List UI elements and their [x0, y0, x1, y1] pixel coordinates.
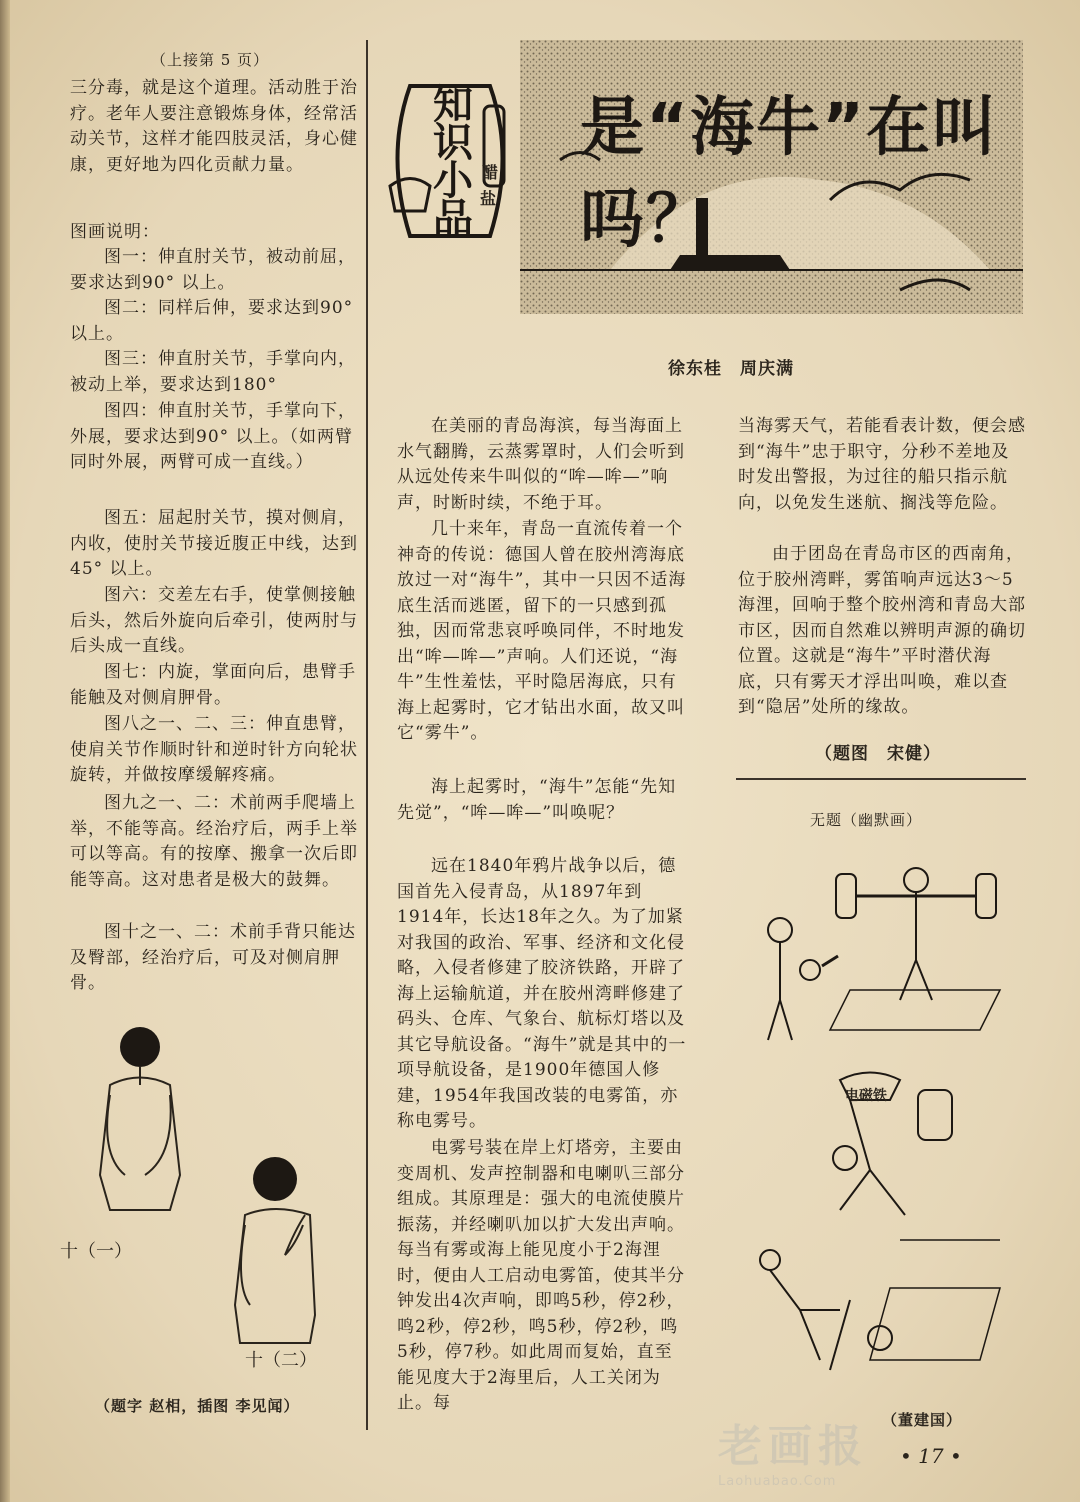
legend-item: 图六：交差左右手，使掌侧接触后头，然后外旋向后牵引，使两肘与后头成一直线。 [70, 585, 358, 656]
cartoon-title: 无题（幽默画） [810, 811, 923, 829]
article-authors: 徐东桂 周庆满 [668, 359, 794, 379]
exercise-figure-10-1 [70, 1025, 210, 1215]
cartoon-sign-text: 电磁铁 [845, 1088, 887, 1104]
watermark-en: Laohuabao.Com [718, 1474, 837, 1489]
badge-label-vinegar: 醋 [482, 163, 499, 182]
site-watermark [718, 1410, 898, 1489]
legend-item: 图八之一、二、三：伸直患臂，使肩关节作顺时针和逆时针方向轮状旋转，并做按摩缓解疼痛。 [70, 714, 358, 785]
column-divider [366, 40, 368, 1430]
legend-item: 图十之一、二：术前手背只能达及臀部，经治疗后，可及对侧肩胛骨。 [70, 922, 356, 993]
article-paragraph: 由于团岛在青岛市区的西南角，位于胶州湾畔，雾笛响声远达3～5海浬，回响于整个胶州湾和青岛大部市区，因而自然难以辨明声源的确切位置。这就是“海牛”平时潜伏海底，只有雾天才浮出叫唤，难以查到“隐居”处所的缘故。 [738, 544, 1026, 717]
exercise-figure-10-2 [225, 1155, 335, 1345]
article-paragraph: 几十来年，青岛一直流传着一个神奇的传说：德国人曾在胶州湾海底放过一对“海牛”，其中一只因不适海底生活而逃匿，留下的一只感到孤独，因而常悲哀呼唤同伴，不时地发出“哞—哞—”声响。人们还说，“海牛”生性羞怯，平时隐居海底，只有海上起雾时，它才钻出水面，故又叫它“雾牛”。 [397, 519, 687, 743]
article-paragraph: 当海雾天气，若能看表计数，便会感到“海牛”忠于职守，分秒不差地及时发出警报，为过往的船只指示航向，以免发生迷航、搁浅等危险。 [738, 416, 1026, 513]
article-credit: （题图 宋健） [815, 744, 941, 764]
article-paragraph: 远在1840年鸦片战争以后，德国首先入侵青岛，从1897年到1914年，长达18年之久。为了加紧对我国的政治、军事、经济和文化侵略，入侵者修建了胶济铁路，开辟了海上运输航道，并在胶州湾畔修建了码头、仓库、气象台、航标灯塔以及其它导航设备。“海牛”就是其中的一项导航设备，是1900年德国人修建，1954年我国改装的电雾笛，亦称电雾号。 [397, 856, 687, 1131]
article-title: 是“海牛”在叫吗？ [580, 91, 999, 257]
legend-item: 图九之一、二：术前两手爬墙上举，不能等高。经治疗后，两手上举可以等高。有的按摩、搬拿一次后即能等高。这对患者是极大的鼓舞。 [70, 793, 358, 890]
left-paragraph: 三分毒，就是这个道理。活动胜于治疗。老年人要注意锻炼身体，经常活动关节，这样才能四肢灵活，身心健康，更好地为四化贡献力量。 [70, 78, 358, 175]
figure-label-10-2: 十（二） [245, 1350, 317, 1371]
page-number-value: 17 [918, 1444, 944, 1468]
legend-item: 图四：伸直肘关节，手掌向下，外展，要求达到90° 以上。（如两臂同时外展，两臂可成一直线。） [70, 401, 356, 472]
title-banner [520, 40, 1023, 314]
legend-heading: 图画说明： [70, 222, 160, 242]
article-paragraph: 电雾号装在岸上灯塔旁，主要由变周机、发声控制器和电喇叭三部分组成。其原理是：强大的电流使膜片振荡，并经喇叭加以扩大发出声响。每当有雾或海上能见度小于2海浬时，便由人工启动电雾笛，使其半分钟发出4次声响，即鸣5秒，停2秒，鸣2秒，停2秒，鸣5秒，停2秒，鸣5秒，停7秒。如此周而复始，直至能见度大于2海里后，人工关闭为止。每 [397, 1138, 685, 1413]
continued-note: （上接第 5 页） [150, 51, 270, 69]
cartoon-credit: （董建国） [882, 1411, 963, 1429]
humor-cartoon [740, 840, 1020, 1400]
left-credit: （题字 赵相，插图 李见闻） [95, 1397, 300, 1415]
legend-item: 图一：伸直肘关节，被动前屈，要求达到90° 以上。 [70, 247, 356, 293]
legend-item: 图七：内旋，掌面向后，患臂手能触及对侧肩胛骨。 [70, 662, 356, 708]
legend-item: 图二：同样后伸，要求达到90° 以上。 [70, 298, 354, 344]
figure-label-10-1: 十（一） [60, 1241, 132, 1262]
binding-edge [0, 0, 10, 1502]
article-paragraph: 海上起雾时，“海牛”怎能“先知先觉”，“哞—哞—”叫唤呢？ [397, 777, 677, 823]
article-paragraph: 在美丽的青岛海滨，每当海面上水气翻腾，云蒸雾罩时，人们会听到从远处传来牛叫似的“哞—哞—”响声，时断时续，不绝于耳。 [397, 416, 685, 513]
badge-label-salt: 盐 [480, 189, 497, 208]
legend-item: 图三：伸直肘关节，手掌向内，被动上举，要求达到180° [70, 349, 356, 395]
section-divider [736, 778, 1026, 780]
legend-item: 图五：屈起肘关节，摸对侧肩，内收，使肘关节接近腹正中线，达到45° 以上。 [70, 508, 358, 579]
page-number: • 17 • [900, 1444, 962, 1468]
watermark-cn: 老画报 [718, 1421, 868, 1472]
column-badge-text: 知识小品 [433, 82, 473, 242]
